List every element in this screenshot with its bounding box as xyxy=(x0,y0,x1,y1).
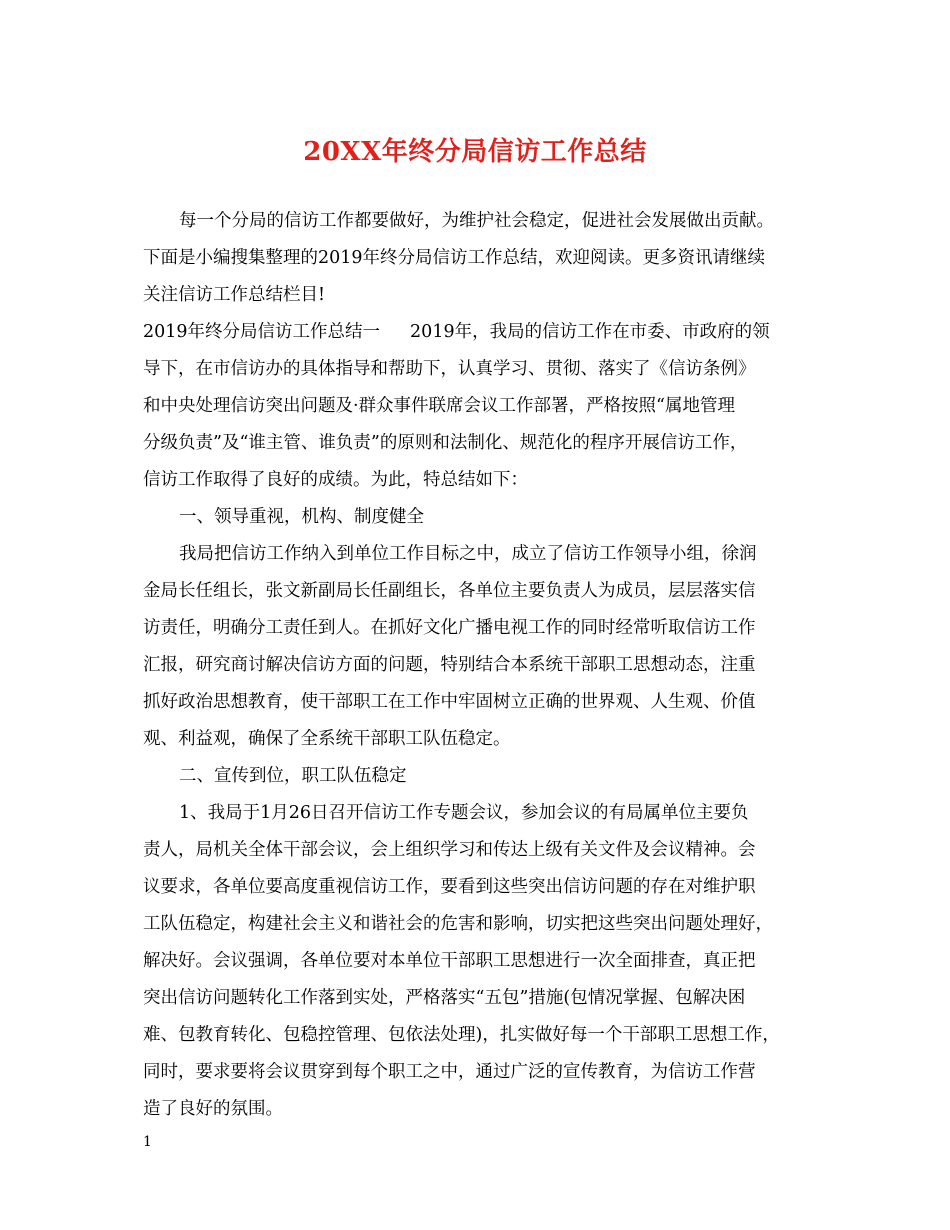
paragraph-line: 下面是小编搜集整理的2019年终分局信访工作总结，欢迎阅读。更多资讯请继续 xyxy=(143,248,766,268)
paragraph-line: 关注信访工作总结栏目! xyxy=(143,285,326,305)
paragraph-line: 金局长任组长，张文新副局长任副组长，各单位主要负责人为成员，层层落实信 xyxy=(143,581,756,601)
paragraph-line: 导下，在市信访办的具体指导和帮助下，认真学习、贯彻、落实了《信访条例》 xyxy=(143,359,756,379)
paragraph-line: 访责任，明确分工责任到人。在抓好文化广播电视工作的同时经常听取信访工作 xyxy=(143,618,756,638)
paragraph-line: 观、利益观，确保了全系统干部职工队伍稳定。 xyxy=(143,729,511,749)
paragraph-line: 造了良好的氛围。 xyxy=(143,1099,283,1119)
paragraph-line: 工队伍稳定，构建社会主义和谐社会的危害和影响，切实把这些突出问题处理好， xyxy=(143,914,773,934)
paragraph-line: 1、我局于1月26日召开信访工作专题会议，参加会议的有局属单位主要负 xyxy=(179,803,749,823)
paragraph-line: 汇报，研究商讨解决信访方面的问题，特别结合本系统干部职工思想动态，注重 xyxy=(143,655,756,675)
paragraph-line: 同时，要求要将会议贯穿到每个职工之中，通过广泛的宣传教育，为信访工作营 xyxy=(143,1062,756,1082)
paragraph-line: 难、包教育转化、包稳控管理、包依法处理)，扎实做好每一个干部职工思想工作， xyxy=(143,1025,780,1045)
paragraph-line: 和中央处理信访突出问题及·群众事件联席会议工作部署，严格按照“属地管理 xyxy=(143,396,736,416)
section-heading-line xyxy=(143,314,813,351)
section-title: 2019年终分局信访工作总结一 xyxy=(143,322,381,342)
paragraph-line: 分级负责”及“谁主管、谁负责”的原则和法制化、规范化的程序开展信访工作， xyxy=(143,433,748,453)
paragraph-line: 议要求，各单位要高度重视信访工作，要看到这些突出信访问题的存在对维护职 xyxy=(143,877,756,897)
paragraph-line: 责人，局机关全体干部会议，会上组织学习和传达上级有关文件及会议精神。会 xyxy=(143,840,756,860)
page-number: 1 xyxy=(143,1134,152,1150)
document-title: 20XX年终分局信访工作总结 xyxy=(303,137,647,167)
paragraph-line: 信访工作取得了良好的成绩。为此，特总结如下： xyxy=(143,470,528,490)
paragraph-line: 突出信访问题转化工作落到实处，严格落实“五包”措施(包情况掌握、包解决困 xyxy=(143,988,746,1008)
paragraph-line: 解决好。会议强调，各单位要对本单位干部职工思想进行一次全面排查，真正把 xyxy=(143,951,756,971)
paragraph-line: 我局把信访工作纳入到单位工作目标之中，成立了信访工作领导小组，徐润 xyxy=(179,544,757,564)
paragraph-line: 抓好政治思想教育，使干部职工在工作中牢固树立正确的世界观、人生观、价值 xyxy=(143,692,756,712)
section-heading: 一、领导重视，机构、制度健全 xyxy=(179,507,424,527)
paragraph-start: 2019年，我局的信访工作在市委、市政府的领 xyxy=(410,322,770,342)
paragraph-line: 每一个分局的信访工作都要做好，为维护社会稳定，促进社会发展做出贡献。 xyxy=(179,211,774,231)
section-heading: 二、宣传到位，职工队伍稳定 xyxy=(179,766,407,786)
document-body xyxy=(143,203,813,1128)
